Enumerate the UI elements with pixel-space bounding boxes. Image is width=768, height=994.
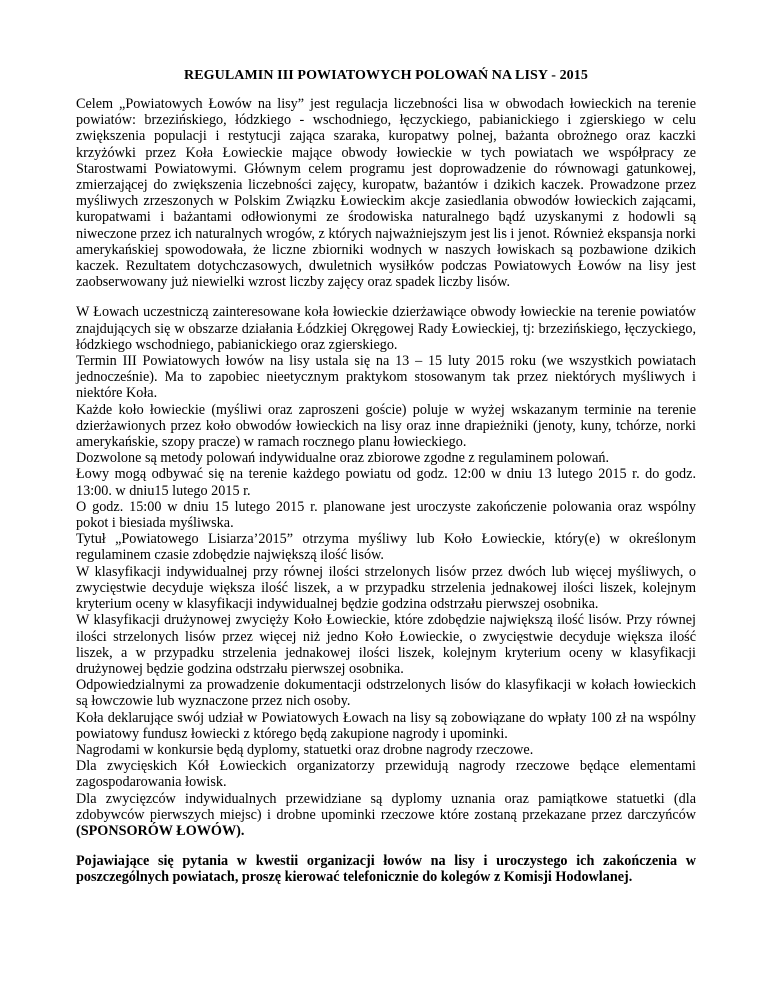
rule-paragraph: O godz. 15:00 w dniu 15 lutego 2015 r. planowane jest uroczyste zakończenie polowania oraz wspólny pokot i biesiada myśliwska.: [76, 498, 696, 532]
rule-paragraph: Tytuł „Powiatowego Lisiarza’2015” otrzyma myśliwy lub Koło Łowieckie, który(e) w określonym regulaminem czasie zdobędzie największą ilość lisów.: [76, 531, 696, 564]
rule-paragraph: Łowy mogą odbywać się na terenie każdego powiatu od godz. 12:00 w dniu 13 lutego 2015 r. do godz. 13:00. w dniu15 lutego 2015 r.: [76, 466, 696, 499]
rule-paragraph: W klasyfikacji drużynowej zwycięży Koło Łowieckie, które zdobędzie największą ilość lisów. Przy równej ilości strzelonych lisów przez więcej niż jedno Koło Łowieckie, o zwycięstwie decyduje większa ilość liszek, a w przypadku strzelenia jednakowej ilości liszek, kolejnym kryterium oceny w klasyfikacji drużynowej będzie godzina odstrzału pierwszej osobnika.: [76, 612, 696, 677]
rules-section: [76, 304, 696, 839]
document-title: REGULAMIN III POWIATOWYCH POLOWAŃ NA LISY - 2015: [184, 68, 588, 83]
rule-paragraph: Termin III Powiatowych łowów na lisy ustala się na 13 – 15 luty 2015 roku (we wszystkich powiatach jednocześnie). Ma to zapobiec nieetycznym praktykom stosowanym tak przez niektórych myśliwych i niektóre Koła.: [76, 353, 696, 402]
rule-paragraph: Nagrodami w konkursie będą dyplomy, statuetki oraz drobne nagrody rzeczowe.: [76, 741, 534, 758]
rule-paragraph-last: [76, 791, 696, 840]
rule-paragraph: Dla zwycięskich Kół Łowieckich organizatorzy przewidują nagrody rzeczowe będące elementami zagospodarowania łowisk.: [76, 758, 696, 791]
document-page: [76, 0, 696, 886]
rule-paragraph: Dozwolone są metody polowań indywidualne oraz zbiorowe zgodne z regulaminem polowań.: [76, 450, 610, 467]
rule-text: Dla zwycięzców indywidualnych przewidziane są dyplomy uznania oraz pamiątkowe statuetki (dla zdobywców pierwszych miejsc) i drobne upominki rzeczowe które zostaną przekazane przez darczyńców: [76, 790, 696, 823]
rule-paragraph: Odpowiedzialnymi za prowadzenie dokumentacji odstrzelonych lisów do klasyfikacji w kołach łowieckich są łowczowie lub wyznaczone przez nich osoby.: [76, 677, 696, 710]
rule-paragraph: W Łowach uczestniczą zainteresowane koła łowieckie dzierżawiące obwody łowieckie na terenie powiatów znajdujących się w obszarze działania Łódzkiej Okręgowej Rady Łowieckiej, tj: brzezińskiego, łęczyckiego, łódzkiego wschodniego, pabianickiego oraz zgierskiego.: [76, 304, 696, 353]
rule-paragraph: Każde koło łowieckie (myśliwi oraz zaproszeni goście) poluje w wyżej wskazanym terminie na terenie dzierżawionych przez koło obwodów łowieckich na lisy oraz inne drapieżniki (jenoty, kuny, tchórze, norki amerykańskie, szopy pracze) w ramach rocznego planu łowieckiego.: [76, 401, 696, 451]
closing-paragraph: Pojawiające się pytania w kwestii organizacji łowów na lisy i uroczystego ich zakończenia w poszczególnych powiatach, proszę kierować telefonicznie do kolegów z Komisji Hodowlanej.: [76, 853, 696, 886]
sponsors-emphasis: (SPONSORÓW ŁOWÓW).: [76, 822, 245, 839]
rule-paragraph: W klasyfikacji indywidualnej przy równej ilości strzelonych lisów przez dwóch lub więcej myśliwych, o zwycięstwie decyduje większa ilość liszek, a w przypadku strzelenia jednakowej ilości liszek, kolejnym kryterium oceny w klasyfikacji indywidualnej będzie godzina odstrzału pierwszej osobnika.: [76, 563, 696, 613]
intro-paragraph: Celem „Powiatowych Łowów na lisy” jest regulacja liczebności lisa w obwodach łowieckich na terenie powiatów: brzezińskiego, łódzkiego - wschodniego, łęczyckiego, pabianickiego i zgierskiego w celu zwiększenia populacji i restytucji zająca szaraka, kuropatwy polnej, bażanta obrożnego oraz kaczki krzyżówki przez Koła Łowieckie mające obwody łowieckie w tych powiatach we współpracy ze Starostwami Powiatowymi. Głównym celem programu jest doprowadzenie do równowagi gatunkowej, zmierzającej do zwiększenia liczebności zajęcy, kuropatw, bażantów i dzikich kaczek. Prowadzone przez myśliwych zrzeszonych w Polskim Związku Łowieckim akcje zasiedlania obwodów łowieckich zającami, kuropatwami i bażantami odłowionymi ze środowiska naturalnego bądź uzyskanymi z hodowli są niweczone przez ich naturalnych wrogów, z których najważniejszym jest lis i jenot. Również ekspansja norki amerykańskiej spowodowała, że liczne zbiorniki wodnych w naszych łowiskach są pozbawione dzikich kaczek. Rezultatem dotychczasowych, dwuletnich wysiłków podczas Powiatowych Łowów na lisy jest zaobserwowany już niewielki wzrost liczby zajęcy oraz spadek liczby lisów.: [76, 96, 696, 291]
rule-paragraph: Koła deklarujące swój udział w Powiatowych Łowach na lisy są zobowiązane do wpłaty 100 zł na wspólny powiatowy fundusz łowiecki z którego będą zakupione nagrody i upominki.: [76, 709, 696, 742]
